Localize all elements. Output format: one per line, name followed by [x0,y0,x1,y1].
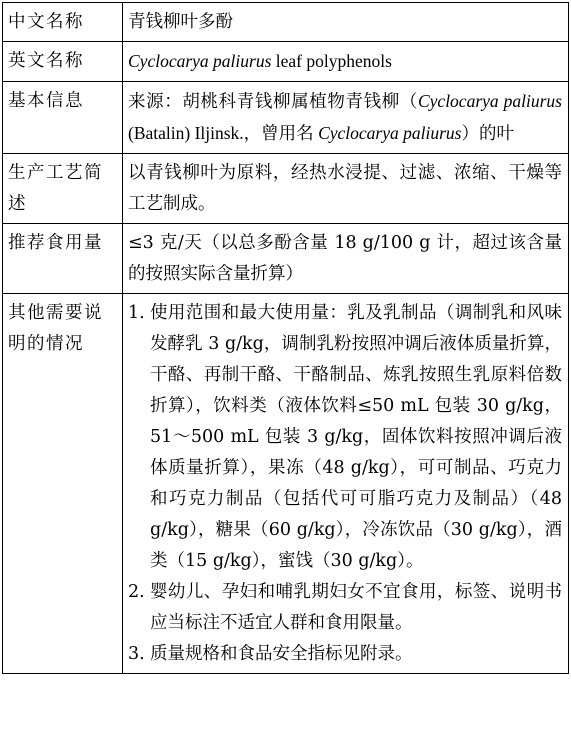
item-number: 2. [128,582,145,602]
process-value: 以青钱柳叶为原料，经热水浸提、过滤、浓缩、干燥等工艺制成。 [123,154,569,224]
other-notes [123,294,569,674]
notes-list [128,298,562,670]
list-item [128,639,562,670]
chinese-name-value: 青钱柳叶多酚 [123,3,569,42]
row-label: 其他需要说明的情况 [3,294,123,674]
row-label: 英文名称 [3,42,123,82]
english-name-value [123,42,569,82]
row-label: 中文名称 [3,3,123,42]
item-text: 使用范围和最大使用量：乳及乳制品（调制乳和风味发酵乳 3 g/kg，调制乳粉按照冲调后液体质量折算，干酪、再制干酪、干酪制品、炼乳按照生乳原料倍数折算），饮料类（液体饮料≤50 mL 包装 30 g/kg，51～500 mL 包装 3 g/kg，固体饮料按照冲调后液体质量折算），果冻（48 g/kg），可可制品、巧克力和巧克力制品（包括代可可脂巧克力及制品）（48 g/kg），糖果（60 g/kg），冷冻饮品（30 g/kg），酒类（15 g/kg），蜜饯（30 g/kg）。 [150,303,562,571]
source-text: (Batalin) Iljinsk.，曾用名 [128,123,319,143]
table-row [3,3,569,42]
item-number: 1. [128,303,145,323]
table-row [3,224,569,294]
table-row [3,294,569,674]
table-row [3,42,569,82]
basic-info-value [123,82,569,154]
latin-name: Cyclocarya paliurus [128,51,272,71]
row-label: 推荐食用量 [3,224,123,294]
latin-name: Cyclocarya paliurus [318,123,462,143]
source-text: ）的叶 [461,124,514,144]
list-item [128,298,562,577]
item-number: 3. [128,644,145,664]
source-text: 来源：胡桃科青钱柳属植物青钱柳（ [128,92,418,112]
table-row [3,154,569,224]
row-label: 生产工艺简述 [3,154,123,224]
dosage-value: ≤3 克/天（以总多酚含量 18 g/100 g 计，超过该含量的按照实际含量折算） [123,224,569,294]
item-text: 质量规格和食品安全指标见附录。 [150,644,413,664]
list-item [128,577,562,639]
latin-name: Cyclocarya paliurus [417,91,562,111]
item-text: 婴幼儿、孕妇和哺乳期妇女不宜食用，标签、说明书应当标注不适宜人群和食用限量。 [150,582,562,633]
row-label: 基本信息 [3,82,123,154]
info-table [2,2,569,674]
english-name-rest: leaf polyphenols [271,51,392,71]
table-row [3,82,569,154]
